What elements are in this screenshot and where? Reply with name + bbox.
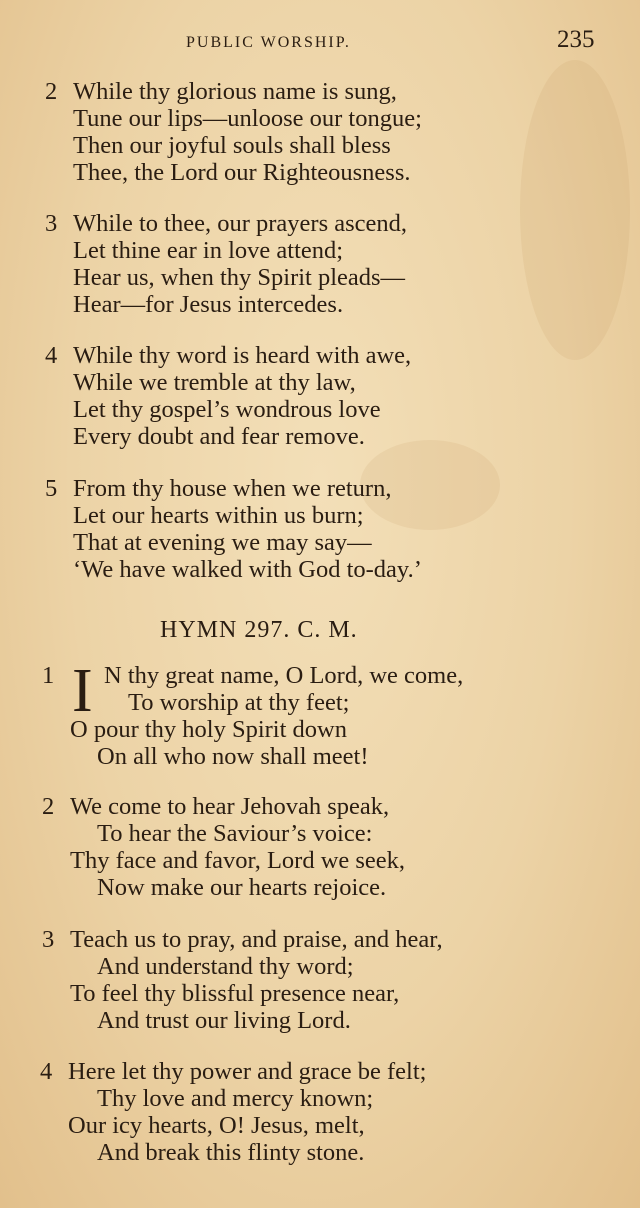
stanza-number: 2 — [45, 78, 58, 105]
verse-line: Then our joyful souls shall bless — [73, 132, 391, 159]
verse-line: ‘We have walked with God to-day.’ — [73, 556, 422, 583]
stanza-number: 2 — [42, 793, 55, 820]
verse-line: While thy word is heard with awe, — [73, 342, 412, 369]
verse-line: To feel thy blissful presence near, — [70, 980, 400, 1007]
drop-cap: I — [72, 657, 93, 725]
verse-line: Thy face and favor, Lord we seek, — [70, 847, 406, 874]
stanza-number: 5 — [45, 475, 58, 502]
verse-line: That at evening we may say— — [73, 529, 372, 556]
verse-line: On all who now shall meet! — [97, 743, 369, 770]
verse-line: And trust our living Lord. — [97, 1007, 351, 1034]
verse-line: Hear—for Jesus intercedes. — [73, 291, 344, 318]
verse-line: And understand thy word; — [97, 953, 354, 980]
verse-line: Every doubt and fear remove. — [73, 423, 365, 450]
verse-line: Let thy gospel’s wondrous love — [73, 396, 381, 423]
paper-stain — [520, 60, 630, 360]
running-head: PUBLIC WORSHIP. — [186, 34, 351, 51]
verse-line: While to thee, our prayers ascend, — [73, 210, 408, 237]
verse-line: Our icy hearts, O! Jesus, melt, — [68, 1112, 365, 1139]
verse-line: To worship at thy feet; — [128, 689, 350, 716]
stanza-number: 3 — [42, 926, 55, 953]
page-header — [0, 26, 640, 56]
verse-line: While thy glorious name is sung, — [73, 78, 397, 105]
verse-line: Here let thy power and grace be felt; — [68, 1058, 427, 1085]
verse-line: O pour thy holy Spirit down — [70, 716, 347, 743]
verse-line: Teach us to pray, and praise, and hear, — [70, 926, 443, 953]
verse-line: Now make our hearts rejoice. — [97, 874, 387, 901]
verse-line: Thee, the Lord our Righteousness. — [73, 159, 411, 186]
page-number: 235 — [557, 26, 595, 53]
verse-line: Let our hearts within us burn; — [73, 502, 364, 529]
stanza-number: 3 — [45, 210, 58, 237]
verse-line: Let thine ear in love attend; — [73, 237, 344, 264]
stanza-number: 4 — [45, 342, 58, 369]
verse-line: We come to hear Jehovah speak, — [70, 793, 390, 820]
stanza-number: 4 — [40, 1058, 53, 1085]
verse-line: Tune our lips—unloose our tongue; — [73, 105, 422, 132]
verse-line: And break this flinty stone. — [97, 1139, 365, 1166]
verse-line: From thy house when we return, — [73, 475, 392, 502]
verse-line: N thy great name, O Lord, we come, — [104, 662, 464, 689]
verse-line: While we tremble at thy law, — [73, 369, 356, 396]
verse-line: Hear us, when thy Spirit pleads— — [73, 264, 406, 291]
verse-line: To hear the Saviour’s voice: — [97, 820, 373, 847]
stanza-number: 1 — [42, 662, 55, 689]
verse-line: Thy love and mercy known; — [97, 1085, 374, 1112]
hymn-title: HYMN 297. C. M. — [160, 617, 358, 643]
